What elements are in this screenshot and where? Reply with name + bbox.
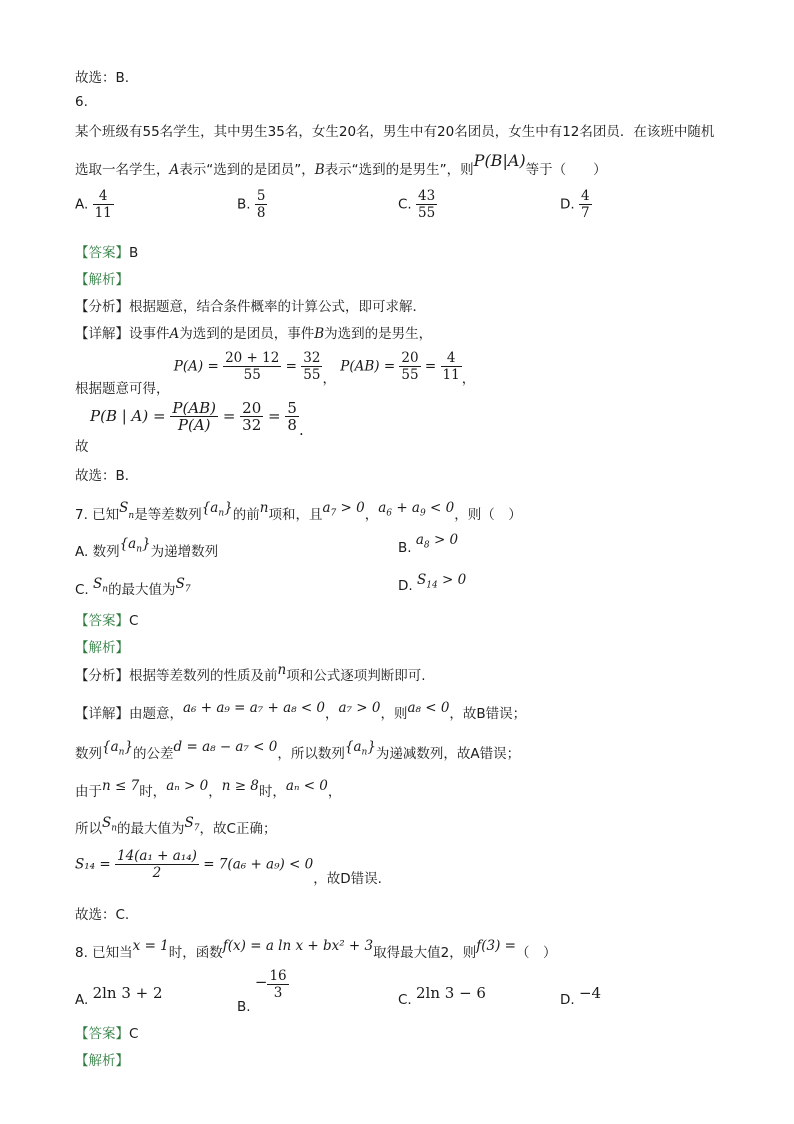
q7-xj-line3: 由于n ≤ 7时，aₙ > 0，n ≥ 8时，aₙ < 0， [75,778,342,800]
q7-option-a[interactable]: A. 数列$\{a_n\}$为递增数列 [75,536,219,560]
q6-fenxi: 【分析】根据题意，结合条件概率的计算公式，即可求解． [75,299,426,315]
q6-option-c-frac: $\frac{43}{55}$ [418,188,436,221]
q8-stem: 8. 已知当x = 1时，函数f(x) = a ln x + bx² + 3取得最大值2，则f(3) =（ ） [75,938,557,961]
q6-option-a[interactable]: A. $\frac{4}{11}$ [75,188,112,221]
q6-xiangjie: 【详解】设事件A为选到的是团员，事件B为选到的是男生， [75,326,433,342]
q6-calc-line: 根据题意可得， P(A) = $\frac{20 + 12}{55}$ = $\frac{32}{55}$ ， P(AB) = $\frac{20}{55}$ = $\frac{4}{11}$ ， [75,350,476,397]
q6-option-b[interactable]: B. $\frac{5}{8}$ [237,188,266,221]
q7-option-c[interactable]: C. $S_n$的最大值为$S_7$ [75,576,191,598]
prev-answer-line: 故选：B. [75,70,130,86]
q8-analysis-tag: 【解析】 [75,1053,129,1069]
q8-answer: 【答案】C [75,1026,139,1042]
q6-option-b-frac: $\frac{5}{8}$ [256,188,266,221]
q7-analysis-tag: 【解析】 [75,640,129,656]
q6-option-d-frac: $\frac{4}{7}$ [580,188,590,221]
q7-xj-line4: 所以$S_n$的最大值为$S_7$，故C正确； [75,815,277,837]
q6-answer: 【答案】B [75,245,139,261]
q6-final: 故选：B． [75,468,139,484]
q8-option-d[interactable]: D. −4 [560,984,602,1008]
q6-stem-line1: 某个班级有55名学生，其中男生35名，女生20名，男生中有20名团员，女生中有12名团员．在该班中随机 [75,124,715,140]
q7-xj-line1: 【详解】由题意，a₆ + a₉ = a₇ + a₈ < 0，a₇ > 0，则a₈ < 0，故B错误； [75,700,527,722]
q6-stem-line2: 选取一名学生，A表示“选到的是团员”，B表示“选到的是男生”，则P(B|A)等于（ ） [75,151,607,178]
q6-gu: 故 [75,439,89,455]
q6-analysis-tag: 【解析】 [75,272,129,288]
q7-option-b[interactable]: B. $a_8 > 0$ [398,532,459,556]
q6-option-d[interactable]: D. $\frac{4}{7}$ [560,188,590,221]
q7-xj-line2: 数列$\{a_n\}$的公差d = a₈ − a₇ < 0，所以数列$\{a_n\}$为递减数列，故A错误； [75,739,521,762]
q8-option-b[interactable]: B. − $\frac{16}{3}$ [237,968,287,1015]
q6-conditional-expr: P(B|A) [473,151,526,170]
q6-conditional-formula: P(B | A) = $\frac{P(AB)}{P(A)}$ = $\frac{20}{32}$ = $\frac{5}{8}$ . [90,399,304,439]
q7-option-d[interactable]: D. $S_{14} > 0$ [398,572,467,594]
q7-fenxi: 【分析】根据等差数列的性质及前n项和公式逐项判断即可. [75,662,426,684]
q7-xj-line5: S₁₄ = $\frac{\text{14(a₁ + a₁₄)}}{2}$ = 7(a₆ + a₉) < 0，故D错误. [75,848,382,887]
q7-answer: 【答案】C [75,613,139,629]
q7-final: 故选：C. [75,907,130,923]
q8-option-c[interactable]: C. 2ln 3 − 6 [398,984,486,1008]
q7-stem: 7. 已知$S_n$是等差数列$\{a_n\}$的前n项和，且$a_7 > 0$，$a_6 + a_9 < 0$，则（ ） [75,500,522,523]
q6-option-a-frac: $\frac{4}{11}$ [94,188,112,221]
q8-option-a[interactable]: A. 2ln 3 + 2 [75,984,163,1008]
q6-number: 6. [75,94,88,110]
q6-option-c[interactable]: C. $\frac{43}{55}$ [398,188,436,221]
